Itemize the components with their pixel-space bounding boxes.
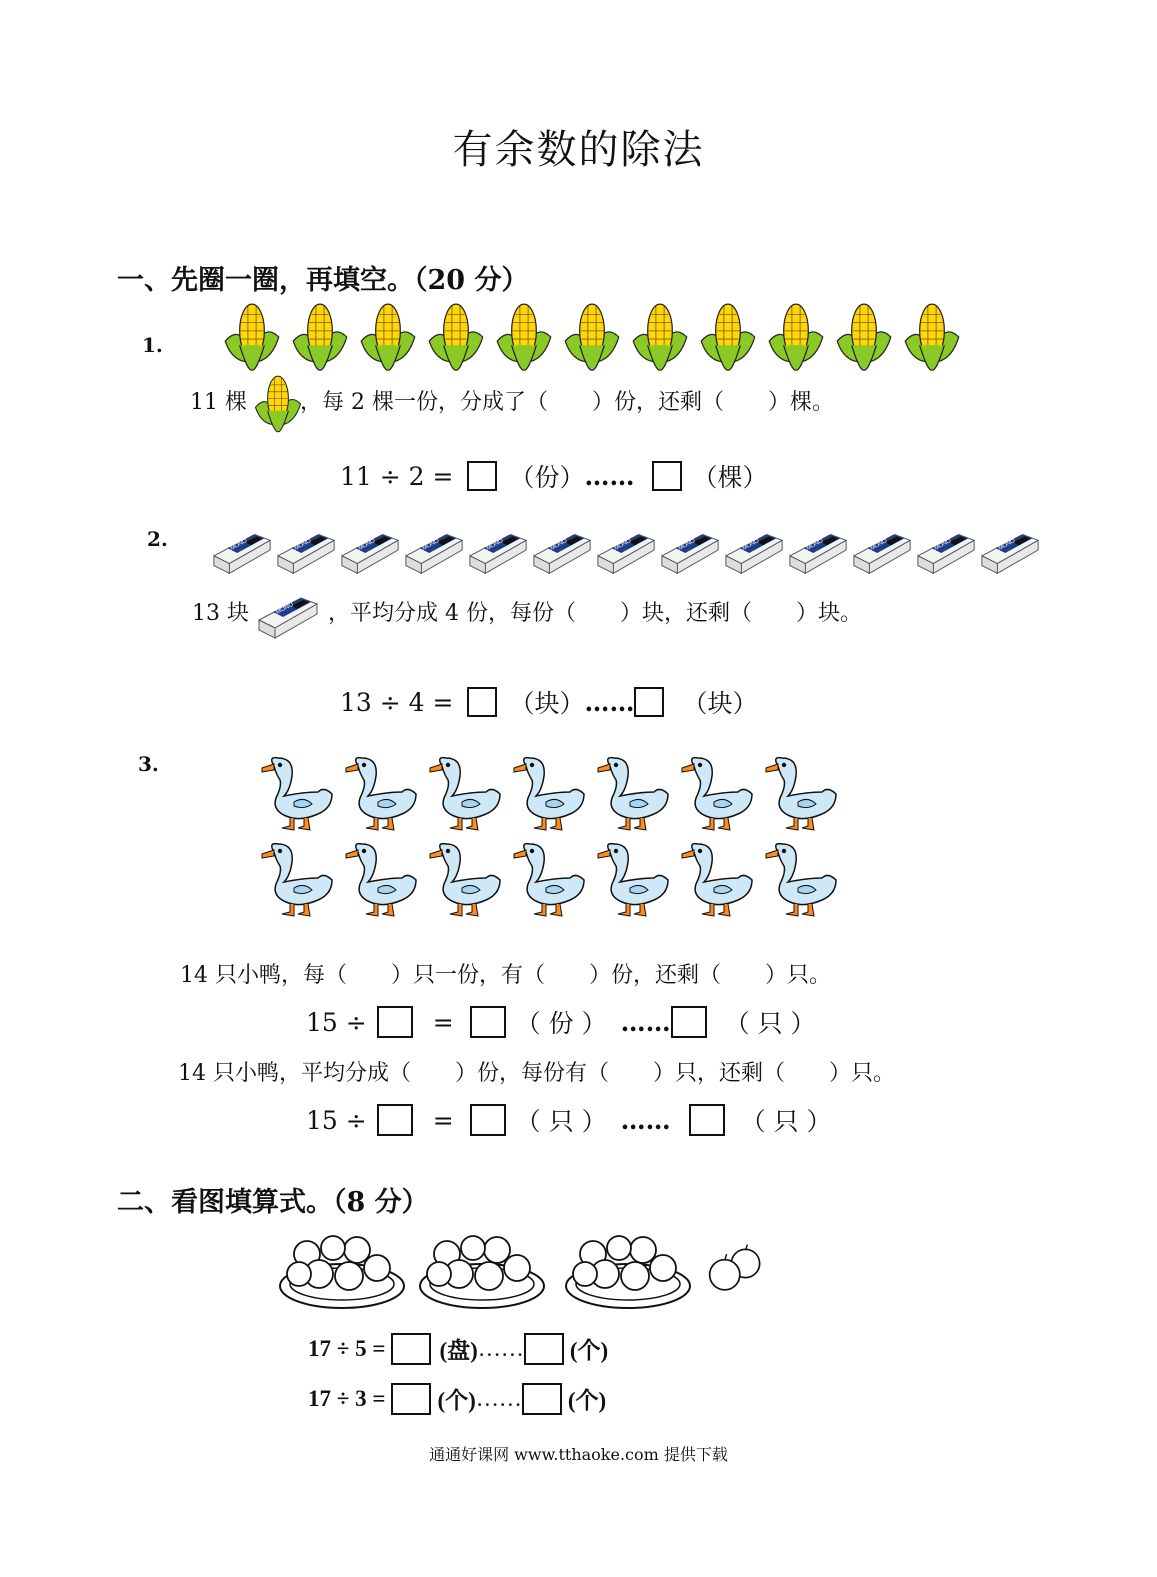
eraser-icon [338, 526, 402, 576]
duck-icon [342, 842, 426, 922]
q2-dots: …… [584, 687, 635, 717]
q3-eq1-equals: = [432, 1007, 454, 1037]
q3-duck-grid [258, 756, 848, 922]
corn-icon [354, 300, 422, 372]
corn-icon [694, 300, 762, 372]
s2-equation1 [308, 1332, 608, 1365]
duck-icon [258, 756, 342, 836]
corn-icon [626, 300, 694, 372]
s2-eq1-unit2: (个) [569, 1338, 609, 1363]
eraser-icon [978, 526, 1042, 576]
duck-row [258, 842, 848, 922]
section2-heading: 二、看图填算式。（8 分） [117, 1187, 429, 1218]
eraser-icon [210, 526, 274, 576]
q3-equation2 [306, 1102, 831, 1138]
s2-eq1-remainder-box[interactable] [524, 1333, 564, 1365]
section1-heading: 一、先圈一圈，再填空。（20 分） [117, 265, 529, 296]
eraser-icon [530, 526, 594, 576]
q3-line2: 14 只小鸭，平均分成（ ）份，每份有（ ）只，还剩（ ）只。 [178, 1061, 895, 1086]
duck-icon [594, 756, 678, 836]
q3-number: 3. [138, 752, 159, 776]
q3-eq2-divisor-box[interactable] [377, 1104, 413, 1136]
q1-corn-row [218, 300, 966, 372]
q2-unit1: （块） [509, 689, 585, 718]
corn-icon [762, 300, 830, 372]
q2-text-b: ，平均分成 4 份，每份（ ）块，还剩（ ）块。 [328, 601, 862, 626]
q2-text-a: 13 块 [192, 601, 249, 626]
q3-eq1-quotient-box[interactable] [470, 1006, 506, 1038]
s2-eq1-quotient-box[interactable] [391, 1333, 431, 1365]
apple-plate-icon [562, 1234, 694, 1314]
q1-equation [340, 458, 767, 494]
s2-eq2-unit1: (个) [437, 1388, 476, 1413]
duck-row [258, 756, 848, 836]
eraser-icon [722, 526, 786, 576]
eraser-icon [255, 588, 321, 642]
q3-eq1-left: 15 ÷ [306, 1007, 367, 1037]
q1-number: 1. [142, 333, 163, 357]
q2-number: 2. [147, 527, 168, 551]
q3-eq1-dots: …… [620, 1007, 671, 1037]
duck-icon [594, 842, 678, 922]
q1-unit2: （棵） [692, 463, 768, 492]
q1-text-b: ，每 2 棵一份，分成了（ ）份，还剩（ ）棵。 [300, 390, 834, 415]
q3-eq1-divisor-box[interactable] [377, 1006, 413, 1038]
eraser-icon [402, 526, 466, 576]
q3-eq1-remainder-box[interactable] [671, 1006, 707, 1038]
q3-eq2-quotient-box[interactable] [470, 1104, 506, 1136]
q1-answer-box[interactable] [467, 461, 497, 491]
q3-line1: 14 只小鸭，每（ ）只一份，有（ ）份，还剩（ ）只。 [180, 963, 831, 988]
s2-eq1-left: 17 ÷ 5 = [308, 1335, 386, 1361]
eraser-icon [786, 526, 850, 576]
q2-eraser-row [210, 526, 1042, 576]
q3-eq2-unit1: （ 只 ） [515, 1107, 607, 1136]
duck-icon [258, 842, 342, 922]
apple-icon [704, 1244, 770, 1298]
s2-eq1-unit1: (盘) [439, 1338, 478, 1363]
eraser-icon [274, 526, 338, 576]
s2-equation2 [308, 1382, 606, 1415]
corn-icon [558, 300, 626, 372]
corn-icon [252, 370, 304, 436]
s2-eq2-left: 17 ÷ 3 = [308, 1385, 386, 1411]
s2-eq2-remainder-box[interactable] [522, 1383, 562, 1415]
duck-icon [510, 756, 594, 836]
duck-icon [342, 756, 426, 836]
q3-eq1-unit2: （ 只 ） [724, 1009, 816, 1038]
duck-icon [426, 842, 510, 922]
s2-eq2-dots: …… [475, 1385, 522, 1411]
q2-eq-left: 13 ÷ 4 = [340, 687, 454, 717]
q1-dots: …… [584, 461, 635, 491]
eraser-icon [850, 526, 914, 576]
corn-icon [490, 300, 558, 372]
q3-eq1-unit1: （ 份 ） [515, 1009, 607, 1038]
q2-answer-box[interactable] [467, 687, 497, 717]
eraser-icon [658, 526, 722, 576]
q2-unit2: （块） [682, 689, 758, 718]
page-title: 有余数的除法 [452, 127, 705, 173]
q1-eq-left: 11 ÷ 2 = [340, 461, 454, 491]
eraser-icon [466, 526, 530, 576]
q1-text-a: 11 棵 [190, 390, 247, 415]
q1-unit1: （份） [509, 463, 585, 492]
q3-eq2-dots: …… [620, 1105, 671, 1135]
apple-plate-icon [416, 1234, 548, 1314]
corn-icon [422, 300, 490, 372]
duck-icon [762, 842, 846, 922]
q2-equation [340, 684, 757, 720]
apple-plates-figure [276, 1234, 770, 1314]
s2-eq1-dots: …… [477, 1335, 524, 1361]
q3-eq2-equals: = [432, 1105, 454, 1135]
s2-eq2-unit2: (个) [567, 1388, 607, 1413]
corn-icon [286, 300, 354, 372]
duck-icon [678, 842, 762, 922]
s2-eq2-quotient-box[interactable] [391, 1383, 431, 1415]
q1-remainder-box[interactable] [652, 461, 682, 491]
duck-icon [762, 756, 846, 836]
duck-icon [678, 756, 762, 836]
q2-remainder-box[interactable] [634, 687, 664, 717]
apple-plate-icon [276, 1234, 408, 1314]
eraser-icon [594, 526, 658, 576]
q3-eq2-left: 15 ÷ [306, 1105, 367, 1135]
q3-eq2-remainder-box[interactable] [689, 1104, 725, 1136]
corn-icon [830, 300, 898, 372]
corn-icon [218, 300, 286, 372]
duck-icon [510, 842, 594, 922]
q3-eq2-unit2: （ 只 ） [740, 1107, 832, 1136]
eraser-icon [914, 526, 978, 576]
duck-icon [426, 756, 510, 836]
q3-equation1 [306, 1004, 815, 1040]
corn-icon [898, 300, 966, 372]
footer-credit: 通通好课网 www.tthaoke.com 提供下载 [429, 1445, 728, 1464]
